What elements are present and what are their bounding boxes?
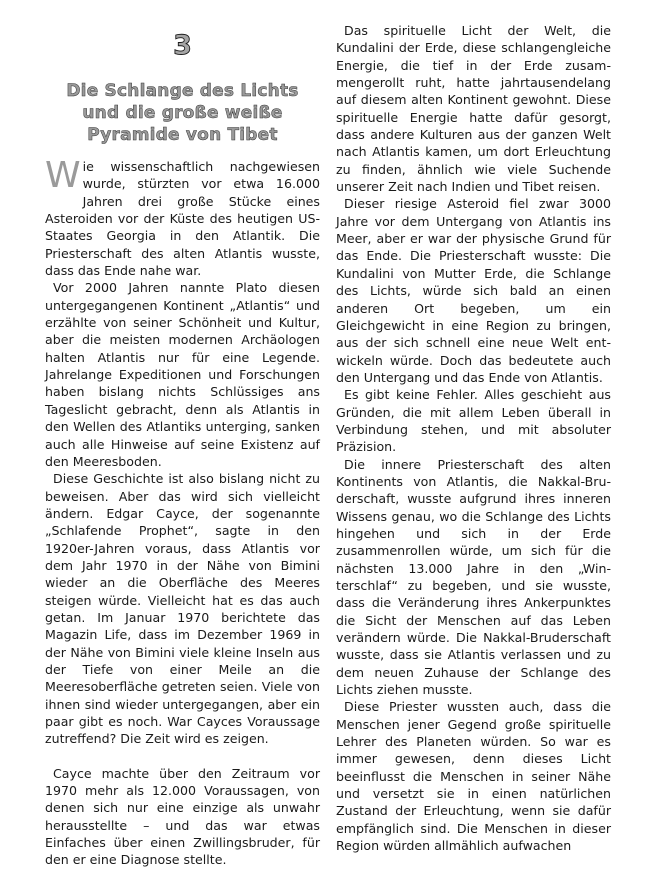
chapter-number: 3 — [173, 30, 192, 61]
chapter-title — [45, 80, 320, 146]
paragraph-plato: Vor 2000 Jahren nannte Plato diesen untergegangenen Kontinent „Atlantis“ und erzählte von seiner Schönheit und Kultur, aber die meisten modernen Archäologen halten Atlantis nur für eine Legende. Jahrelange Expeditionen und Forschungen haben bislang nichts Schlüssiges ans Tageslicht gebracht, denn als Atlantis in den Wellen des Atlantiks unterging, sanken auch alle Hinweise auf seine Existenz auf den Meeresboden. — [45, 280, 320, 469]
chapter-title-line-3: Pyramide von Tibet — [87, 125, 278, 145]
chapter-title-line-1: Die Schlange des Lichts — [66, 81, 299, 101]
paragraph-asteroid: Dieser riesige Asteroid fiel zwar 3000 Jahre vor dem Untergang von Atlantis ins Meer, aber er war der physische Grund für das Ende. Die Priesterschaft wusste: Die Kundalini von Mutter Erde, die Schlange des Lichts, würde sich bald an einen anderen Ort begeben, um ein Gleichgewicht in eine Region zu bringen, aus der sich schnell eine neue Welt entwickeln würde. Doch das bedeutete auch den Untergang und das Ende von Atlantis. — [336, 196, 611, 385]
paragraph-nakkal-brotherhood: Die innere Priesterschaft des alten Kontinents von Atlantis, die Nakkal-Bruderschaft, wusste aufgrund ihres inneren Wissens genau, wo die Schlange des Lichts hingehen und sich in der Erde zusammenrollen würde, um sich für die nächsten 13.000 Jahre in den „Winterschlaf“ zu begeben, und sie wusste, dass die Veränderung ihres Ankerpunktes die Sicht der Menschen auf das Leben verändern würde. Die Nakkal-Bruderschaft wusste, dass sie Atlantis verlassen und zu dem neuen Zuhause der Schlange des Lichts ziehen musste. — [336, 456, 611, 698]
paragraph-spiritual-light: Das spirituelle Licht der Welt, die Kundalini der Erde, diese schlangengleiche Energie, die tief in der Erde zusammengerollt ruht, hatte jahrtausendelang auf diesem alten Kontinent gewohnt. Diese spirituelle Energie hatte dafür gesorgt, dass andere Kulturen aus der ganzen Welt nach Atlantis kamen, um dort Erleuchtung zu finden, ähnlich wie viele Suchende unserer Zeit nach Indien und Tibet reisen. — [336, 23, 611, 195]
drop-cap-letter: W — [45, 155, 81, 196]
right-column — [336, 22, 611, 855]
paragraph-no-mistakes: Es gibt keine Fehler. Alles geschieht aus Gründen, die mit allem Leben überall in Verbindung stehen, und mit absoluter Präzision. — [336, 387, 611, 455]
paragraph-priests-knew: Diese Priester wussten auch, dass die Menschen jener Gegend große spirituelle Lehrer des Planeten würden. So war es immer gewesen, denn dieses Licht beeinflusst die Menschen in seiner Nähe und versetzt sie in einen natürlichen Zustand der Erleuchtung, wenn sie dafür empfänglich sind. Die Menschen in dieser Region würden allmählich aufwachen — [336, 699, 611, 854]
paragraph-cayce-predictions: Cayce machte über den Zeitraum vor 1970 mehr als 12.000 Voraussagen, von denen sich nur eine einzige als unwahr herausstellte – und das war etwas Einfaches über einen Zwillingsbruder, für den er eine Diagnose stellte. — [45, 765, 320, 868]
left-column — [45, 22, 320, 869]
paragraph-cayce-prophecy: Diese Geschichte ist also bislang nicht zu beweisen. Aber das wird sich vielleicht ändern. Edgar Cayce, der sogenannte „Schlafende Prophet“, sagte in den 1920er-Jahren voraus, dass Atlantis vor dem Jahr 1970 in der Nähe von Bimini wieder an die Oberfläche des Meeres steigen würde. Vielleicht hat es das auch getan. Im Januar 1970 berichtete das Magazin Life, dass im Dezember 1969 in der Nähe von Bimini viele kleine Inseln aus der Tiefe von einer Meile an die Meeresoberfläche getreten seien. Viele von ihnen sind wieder untergegangen, aber ein paar gibt es noch. War Cayces Voraussage zutreffend? Die Zeit wird es zeigen. — [45, 471, 320, 747]
chapter-title-line-2: und die große weiße — [82, 103, 283, 123]
paragraph-intro — [45, 155, 320, 279]
paragraph-intro-text: ie wissenschaftlich nachgewiesen wurde, stürzten vor etwa 16.000 Jahren drei große Stücke eines Asteroiden vor der Küste des heutigen US-Staates Georgia in den Atlantik. Die Priesterschaft des alten Atlantis wusste, dass das Ende nahe war. — [45, 159, 320, 279]
